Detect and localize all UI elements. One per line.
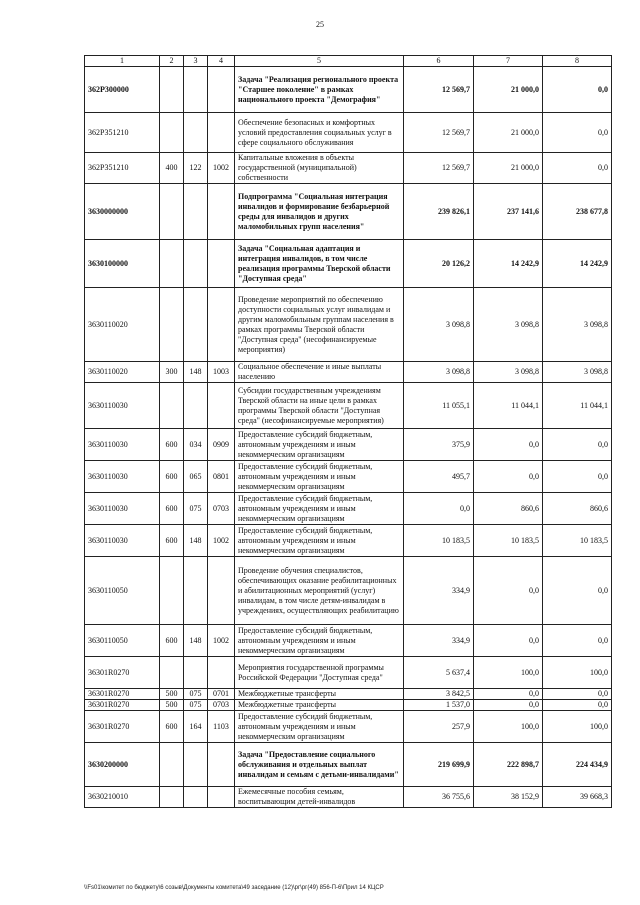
row-value-7: 222 898,7	[474, 743, 543, 787]
row-value-8: 0,0	[543, 429, 612, 461]
row-subsection	[208, 743, 235, 787]
row-value-8: 11 044,1	[543, 383, 612, 429]
row-value-7: 860,6	[474, 493, 543, 525]
row-subsection: 0701	[208, 689, 235, 700]
row-value-6: 5 637,4	[404, 657, 474, 689]
row-subsection: 1103	[208, 711, 235, 743]
row-subsection	[208, 557, 235, 625]
row-value-7: 100,0	[474, 657, 543, 689]
table-row	[85, 787, 612, 808]
row-name: Субсидии государственным учреждениям Тверской области на иные цели в рамках программы Тверской области "Доступная среда" (несофинансируемые мероприятия)	[235, 383, 404, 429]
row-value-8: 860,6	[543, 493, 612, 525]
row-value-7: 10 183,5	[474, 525, 543, 557]
file-path-footer: \\Fs01\комитет по бюджету\6 созыв\Документы комитета\49 заседание (12)\рг\рг(49) 856-П-6\Прил 14 КЦСР	[84, 885, 384, 891]
row-value-8: 0,0	[543, 113, 612, 153]
table-row	[85, 525, 612, 557]
row-name: Предоставление субсидий бюджетным, автономным учреждениям и иным некоммерческим организациям	[235, 429, 404, 461]
row-value-6: 334,9	[404, 557, 474, 625]
row-ministry: 075	[184, 689, 208, 700]
row-ministry	[184, 240, 208, 288]
row-section	[160, 288, 184, 362]
row-value-6: 0,0	[404, 493, 474, 525]
row-section: 300	[160, 362, 184, 383]
row-value-6: 11 055,1	[404, 383, 474, 429]
row-section: 400	[160, 153, 184, 184]
row-value-6: 334,9	[404, 625, 474, 657]
row-name: Предоставление субсидий бюджетным, автономным учреждениям и иным некоммерческим организациям	[235, 493, 404, 525]
row-code: 3630110030	[85, 383, 160, 429]
row-ministry	[184, 787, 208, 808]
row-code: 362P351210	[85, 153, 160, 184]
column-header: 2	[160, 56, 184, 67]
row-value-7: 21 000,0	[474, 153, 543, 184]
row-code: 3630210010	[85, 787, 160, 808]
row-value-7: 0,0	[474, 429, 543, 461]
row-value-8: 39 668,3	[543, 787, 612, 808]
row-name: Капитальные вложения в объекты государственной (муниципальной) собственности	[235, 153, 404, 184]
table-row	[85, 461, 612, 493]
row-section: 600	[160, 525, 184, 557]
row-value-7: 0,0	[474, 461, 543, 493]
row-subsection: 0909	[208, 429, 235, 461]
row-value-8: 238 677,8	[543, 184, 612, 240]
row-name: Предоставление субсидий бюджетным, автономным учреждениям и иным некоммерческим организациям	[235, 525, 404, 557]
row-section	[160, 240, 184, 288]
row-name: Предоставление субсидий бюджетным, автономным учреждениям и иным некоммерческим организациям	[235, 711, 404, 743]
table-body	[85, 67, 612, 808]
row-section	[160, 557, 184, 625]
row-value-6: 375,9	[404, 429, 474, 461]
row-ministry	[184, 743, 208, 787]
row-value-7: 0,0	[474, 625, 543, 657]
row-name: Предоставление субсидий бюджетным, автономным учреждениям и иным некоммерческим организациям	[235, 625, 404, 657]
row-name: Задача "Социальная адаптация и интеграция инвалидов, в том числе реализация программы Тверской области "Доступная среда"	[235, 240, 404, 288]
row-ministry: 148	[184, 625, 208, 657]
row-value-7: 21 000,0	[474, 67, 543, 113]
table-row	[85, 288, 612, 362]
row-ministry: 065	[184, 461, 208, 493]
row-subsection	[208, 657, 235, 689]
table-row	[85, 625, 612, 657]
row-code: 362P351210	[85, 113, 160, 153]
row-value-7: 0,0	[474, 700, 543, 711]
row-value-6: 219 699,9	[404, 743, 474, 787]
row-code: 3630110030	[85, 493, 160, 525]
budget-table	[84, 55, 612, 808]
row-ministry	[184, 113, 208, 153]
row-value-6: 10 183,5	[404, 525, 474, 557]
table-row	[85, 711, 612, 743]
row-code: 3630110030	[85, 525, 160, 557]
row-code: 362P300000	[85, 67, 160, 113]
row-value-6: 239 826,1	[404, 184, 474, 240]
row-code: 36301R0270	[85, 711, 160, 743]
row-value-6: 3 098,8	[404, 362, 474, 383]
column-header: 1	[85, 56, 160, 67]
column-header: 7	[474, 56, 543, 67]
row-value-7: 3 098,8	[474, 362, 543, 383]
row-section: 600	[160, 625, 184, 657]
row-ministry: 164	[184, 711, 208, 743]
row-ministry	[184, 184, 208, 240]
row-subsection: 0703	[208, 493, 235, 525]
column-header: 4	[208, 56, 235, 67]
row-value-8: 0,0	[543, 700, 612, 711]
table-header-row	[85, 56, 612, 67]
row-subsection: 1002	[208, 153, 235, 184]
row-name: Задача "Реализация регионального проекта "Старшее поколение" в рамках национального проекта "Демография"	[235, 67, 404, 113]
row-code: 3630200000	[85, 743, 160, 787]
table-row	[85, 383, 612, 429]
row-value-8: 0,0	[543, 557, 612, 625]
row-value-8: 14 242,9	[543, 240, 612, 288]
row-ministry: 034	[184, 429, 208, 461]
row-subsection: 1002	[208, 625, 235, 657]
row-code: 36301R0270	[85, 657, 160, 689]
row-code: 3630110030	[85, 461, 160, 493]
row-ministry	[184, 557, 208, 625]
row-ministry: 148	[184, 362, 208, 383]
row-value-7: 38 152,9	[474, 787, 543, 808]
row-name: Проведение мероприятий по обеспечению доступности социальных услуг инвалидам и другим маломобильным группам населения в рамках программы Тверской области "Доступная среда" (несофинансируемые мероприятия)	[235, 288, 404, 362]
table-row	[85, 67, 612, 113]
table-row	[85, 153, 612, 184]
row-subsection: 0801	[208, 461, 235, 493]
row-subsection: 1002	[208, 525, 235, 557]
row-subsection	[208, 288, 235, 362]
row-code: 3630110020	[85, 362, 160, 383]
table-row	[85, 184, 612, 240]
row-value-6: 12 569,7	[404, 153, 474, 184]
row-section	[160, 743, 184, 787]
row-value-8: 0,0	[543, 461, 612, 493]
column-header: 3	[184, 56, 208, 67]
row-ministry: 148	[184, 525, 208, 557]
row-value-6: 12 569,7	[404, 113, 474, 153]
row-value-7: 14 242,9	[474, 240, 543, 288]
row-section: 600	[160, 429, 184, 461]
row-name: Задача "Предоставление социального обслуживания и отдельных выплат инвалидам и семьям с детьми-инвалидами"	[235, 743, 404, 787]
row-ministry: 122	[184, 153, 208, 184]
row-value-8: 3 098,8	[543, 288, 612, 362]
row-value-8: 0,0	[543, 67, 612, 113]
table-row	[85, 429, 612, 461]
row-subsection	[208, 383, 235, 429]
row-section	[160, 184, 184, 240]
row-section: 600	[160, 711, 184, 743]
row-name: Проведение обучения специалистов, обеспечивающих оказание реабилитационных и абилитационных мероприятий (услуг) инвалидам, в том числе детям-инвалидам в учреждениях, осуществляющих реабилитацию	[235, 557, 404, 625]
row-section: 500	[160, 689, 184, 700]
row-code: 3630000000	[85, 184, 160, 240]
row-section: 600	[160, 461, 184, 493]
row-ministry	[184, 657, 208, 689]
row-section: 600	[160, 493, 184, 525]
row-subsection	[208, 240, 235, 288]
row-code: 3630110030	[85, 429, 160, 461]
row-value-6: 20 126,2	[404, 240, 474, 288]
row-value-8: 100,0	[543, 657, 612, 689]
row-name: Обеспечение безопасных и комфортных условий предоставления социальных услуг в сфере социального обслуживания	[235, 113, 404, 153]
row-subsection	[208, 184, 235, 240]
row-ministry	[184, 383, 208, 429]
row-subsection: 1003	[208, 362, 235, 383]
row-value-6: 36 755,6	[404, 787, 474, 808]
row-value-8: 0,0	[543, 625, 612, 657]
row-section	[160, 383, 184, 429]
row-subsection	[208, 113, 235, 153]
row-value-7: 0,0	[474, 557, 543, 625]
row-value-7: 0,0	[474, 689, 543, 700]
table-row	[85, 493, 612, 525]
row-code: 3630110050	[85, 625, 160, 657]
row-value-8: 0,0	[543, 153, 612, 184]
row-value-7: 100,0	[474, 711, 543, 743]
row-value-6: 3 098,8	[404, 288, 474, 362]
column-header: 8	[543, 56, 612, 67]
row-section	[160, 113, 184, 153]
row-value-6: 3 842,5	[404, 689, 474, 700]
page-number: 25	[316, 20, 324, 29]
row-subsection	[208, 787, 235, 808]
row-code: 3630100000	[85, 240, 160, 288]
column-header: 6	[404, 56, 474, 67]
row-ministry	[184, 288, 208, 362]
table-row	[85, 743, 612, 787]
row-name: Социальное обеспечение и иные выплаты населению	[235, 362, 404, 383]
row-code: 3630110020	[85, 288, 160, 362]
row-name: Мероприятия государственной программы Российской Федерации "Доступная среда"	[235, 657, 404, 689]
row-value-7: 3 098,8	[474, 288, 543, 362]
row-value-8: 10 183,5	[543, 525, 612, 557]
table-row	[85, 689, 612, 700]
row-section	[160, 787, 184, 808]
table-row	[85, 557, 612, 625]
row-value-8: 224 434,9	[543, 743, 612, 787]
row-value-6: 495,7	[404, 461, 474, 493]
row-code: 3630110050	[85, 557, 160, 625]
row-code: 36301R0270	[85, 689, 160, 700]
row-subsection: 0703	[208, 700, 235, 711]
table-row	[85, 657, 612, 689]
row-value-8: 0,0	[543, 689, 612, 700]
row-name: Подпрограмма "Социальная интеграция инвалидов и формирование безбарьерной среды для инвалидов и других маломобильных групп населения"	[235, 184, 404, 240]
row-value-7: 237 141,6	[474, 184, 543, 240]
row-name: Ежемесячные пособия семьям, воспитывающим детей-инвалидов	[235, 787, 404, 808]
row-value-8: 3 098,8	[543, 362, 612, 383]
row-name: Межбюджетные трансферты	[235, 700, 404, 711]
row-name: Предоставление субсидий бюджетным, автономным учреждениям и иным некоммерческим организациям	[235, 461, 404, 493]
row-code: 36301R0270	[85, 700, 160, 711]
row-ministry: 075	[184, 493, 208, 525]
row-ministry	[184, 67, 208, 113]
row-section: 500	[160, 700, 184, 711]
row-value-6: 257,9	[404, 711, 474, 743]
row-value-6: 1 537,0	[404, 700, 474, 711]
table-row	[85, 700, 612, 711]
row-value-7: 11 044,1	[474, 383, 543, 429]
column-header: 5	[235, 56, 404, 67]
row-section	[160, 657, 184, 689]
row-ministry: 075	[184, 700, 208, 711]
table-row	[85, 240, 612, 288]
table-row	[85, 362, 612, 383]
row-value-6: 12 569,7	[404, 67, 474, 113]
row-subsection	[208, 67, 235, 113]
row-value-8: 100,0	[543, 711, 612, 743]
row-section	[160, 67, 184, 113]
table-row	[85, 113, 612, 153]
row-value-7: 21 000,0	[474, 113, 543, 153]
row-name: Межбюджетные трансферты	[235, 689, 404, 700]
